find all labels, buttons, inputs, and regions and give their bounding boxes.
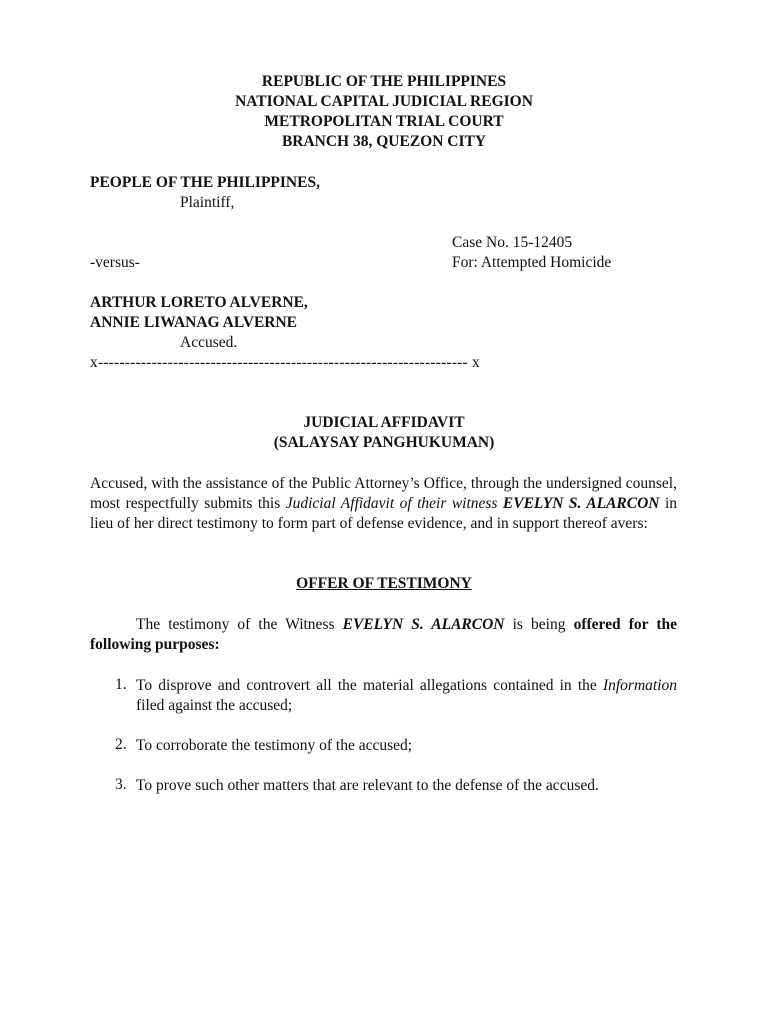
accused-role: Accused. bbox=[180, 334, 238, 351]
caption-separator: x--------------------------------------------------------------------- x bbox=[90, 354, 480, 371]
list-text: To prove such other matters that are relevant to the defense of the accused. bbox=[136, 777, 599, 794]
plaintiff-name: PEOPLE OF THE PHILIPPINES, bbox=[90, 174, 320, 191]
list-text-part: To disprove and controvert all the material allegations contained in the bbox=[136, 677, 603, 694]
intro-text-1: Accused, with the assistance of the Public Attorney’s Office, through the undersigned counsel, most respectfully submits this bbox=[90, 475, 677, 512]
header-branch: BRANCH 38, QUEZON CITY bbox=[281, 133, 487, 150]
list-text: To corroborate the testimony of the accused; bbox=[136, 737, 413, 754]
document-subtitle: (SALAYSAY PANGHUKUMAN) bbox=[273, 434, 495, 451]
offer-witness-name: EVELYN S. ALARCON bbox=[342, 616, 505, 633]
offer-paragraph bbox=[90, 615, 677, 655]
list-number: 3. bbox=[115, 776, 127, 793]
list-text bbox=[136, 676, 677, 716]
list-text-italic: Information bbox=[602, 677, 677, 694]
versus-label: -versus- bbox=[90, 254, 140, 271]
offer-heading: OFFER OF TESTIMONY bbox=[296, 575, 472, 592]
list-number: 2. bbox=[115, 736, 127, 753]
intro-paragraph bbox=[90, 474, 677, 534]
header-court: METROPOLITAN TRIAL COURT bbox=[264, 113, 504, 130]
header-republic: REPUBLIC OF THE PHILIPPINES bbox=[261, 73, 507, 90]
list-number: 1. bbox=[115, 676, 127, 693]
offer-text-1: The testimony of the Witness bbox=[136, 616, 343, 633]
offer-bold-tail: offered for the following purposes: bbox=[90, 616, 678, 653]
header-region: NATIONAL CAPITAL JUDICIAL REGION bbox=[235, 93, 533, 110]
intro-witness-name: EVELYN S. ALARCON bbox=[502, 495, 660, 512]
list-text-part: filed against the accused; bbox=[136, 697, 293, 714]
document-title: JUDICIAL AFFIDAVIT bbox=[303, 414, 465, 431]
accused-name-2: ANNIE LIWANAG ALVERNE bbox=[90, 314, 298, 331]
case-number: Case No. 15-12405 bbox=[452, 234, 573, 251]
case-offense: For: Attempted Homicide bbox=[452, 254, 612, 271]
plaintiff-role: Plaintiff, bbox=[180, 194, 235, 211]
intro-text-2: in lieu of her direct testimony to form part of defense evidence, and in support thereof avers: bbox=[90, 495, 678, 532]
accused-name-1: ARTHUR LORETO ALVERNE, bbox=[90, 294, 308, 311]
intro-italic: Judicial Affidavit of their witness bbox=[285, 495, 503, 512]
offer-text-2: is being bbox=[504, 616, 574, 633]
